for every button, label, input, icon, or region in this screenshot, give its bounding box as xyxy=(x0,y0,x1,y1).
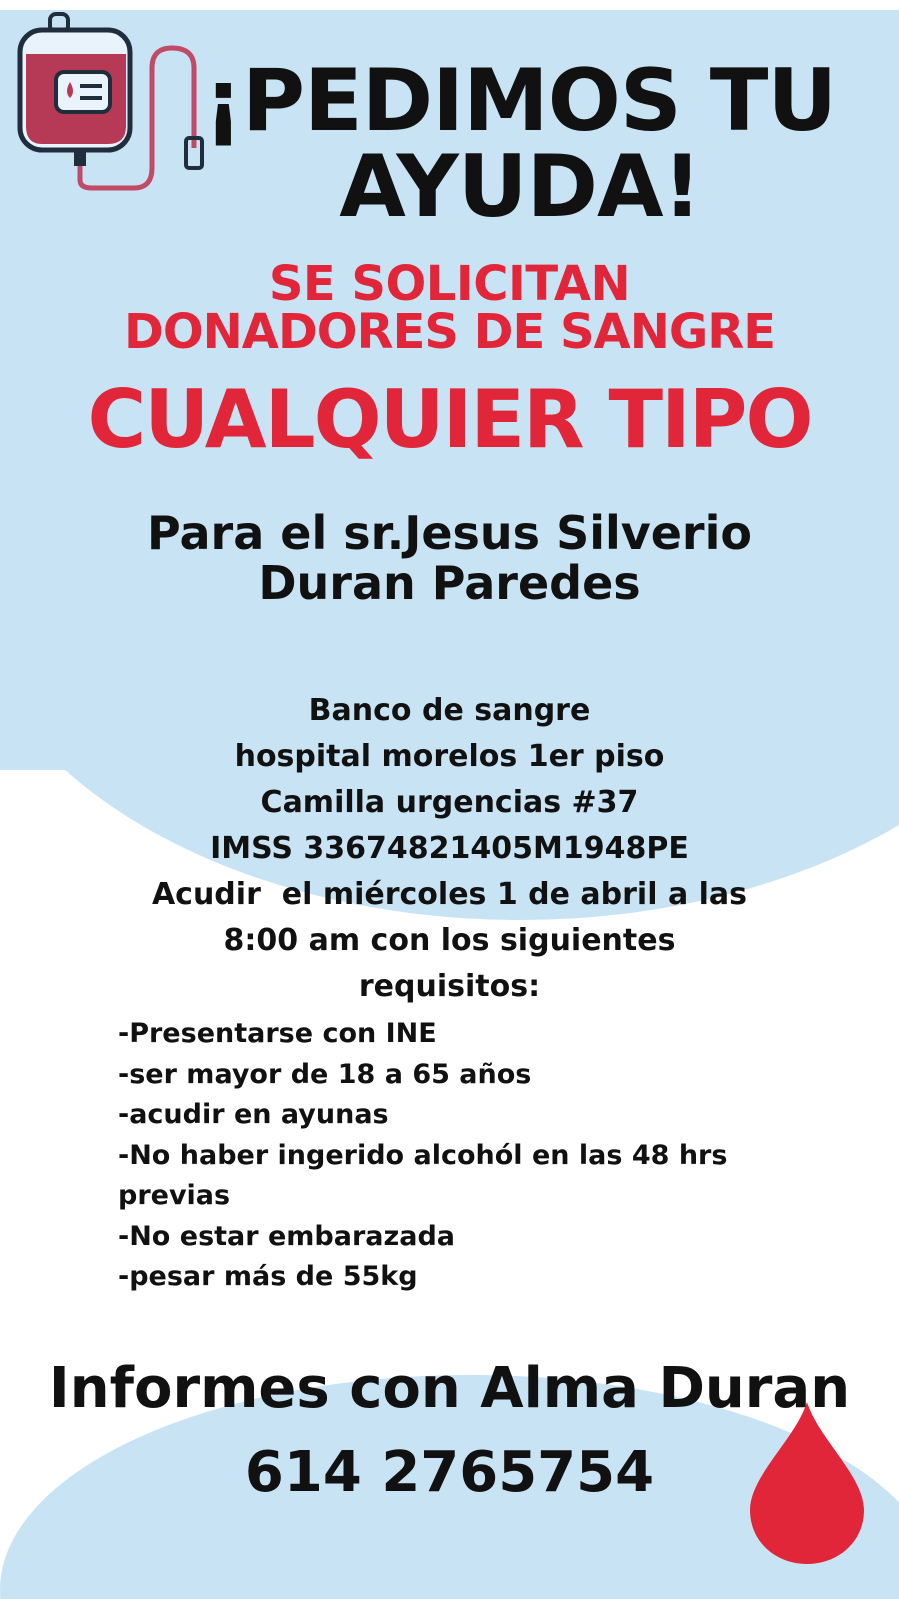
location-line-4: IMSS 33674821405M1948PE xyxy=(210,831,689,866)
location-details xyxy=(0,688,899,1010)
patient-name xyxy=(0,508,899,608)
requirement-item: -Presentarse con INE xyxy=(118,1018,437,1049)
requirement-item: -No haber ingerido alcohól en las 48 hrs xyxy=(118,1139,728,1171)
headline-line-2: AYUDA! xyxy=(339,137,701,237)
contact-name: Informes con Alma Duran xyxy=(48,1356,851,1421)
location-line-3: Camilla urgencias #37 xyxy=(260,785,639,820)
requirement-item: -No estar embarazada xyxy=(118,1220,455,1252)
patient-line-1: Para el sr.Jesus Silverio xyxy=(147,506,752,560)
blood-drop-icon xyxy=(746,1398,868,1568)
requirements-list xyxy=(118,1014,778,1298)
requirement-item: -acudir en ayunas xyxy=(118,1099,389,1130)
request-line-2: DONADORES DE SANGRE xyxy=(123,304,776,360)
location-line-2: hospital morelos 1er piso xyxy=(234,739,665,774)
location-line-6: 8:00 am con los siguientes xyxy=(223,923,676,958)
location-line-7: requisitos: xyxy=(358,969,541,1004)
blood-type-heading: CUALQUIER TIPO xyxy=(87,373,812,466)
requirement-item: -ser mayor de 18 a 65 años xyxy=(118,1058,532,1090)
headline xyxy=(170,51,870,237)
requirement-item: previas xyxy=(118,1180,231,1211)
location-line-5: Acudir el miércoles 1 de abril a las xyxy=(151,877,748,912)
requirement-item: -pesar más de 55kg xyxy=(118,1261,418,1292)
location-line-1: Banco de sangre xyxy=(308,693,591,728)
request-line-1: SE SOLICITAN xyxy=(268,256,631,312)
contact-phone: 614 2765754 xyxy=(244,1440,655,1505)
headline-line-1: ¡PEDIMOS TU xyxy=(203,51,837,151)
patient-line-2: Duran Paredes xyxy=(258,556,641,610)
